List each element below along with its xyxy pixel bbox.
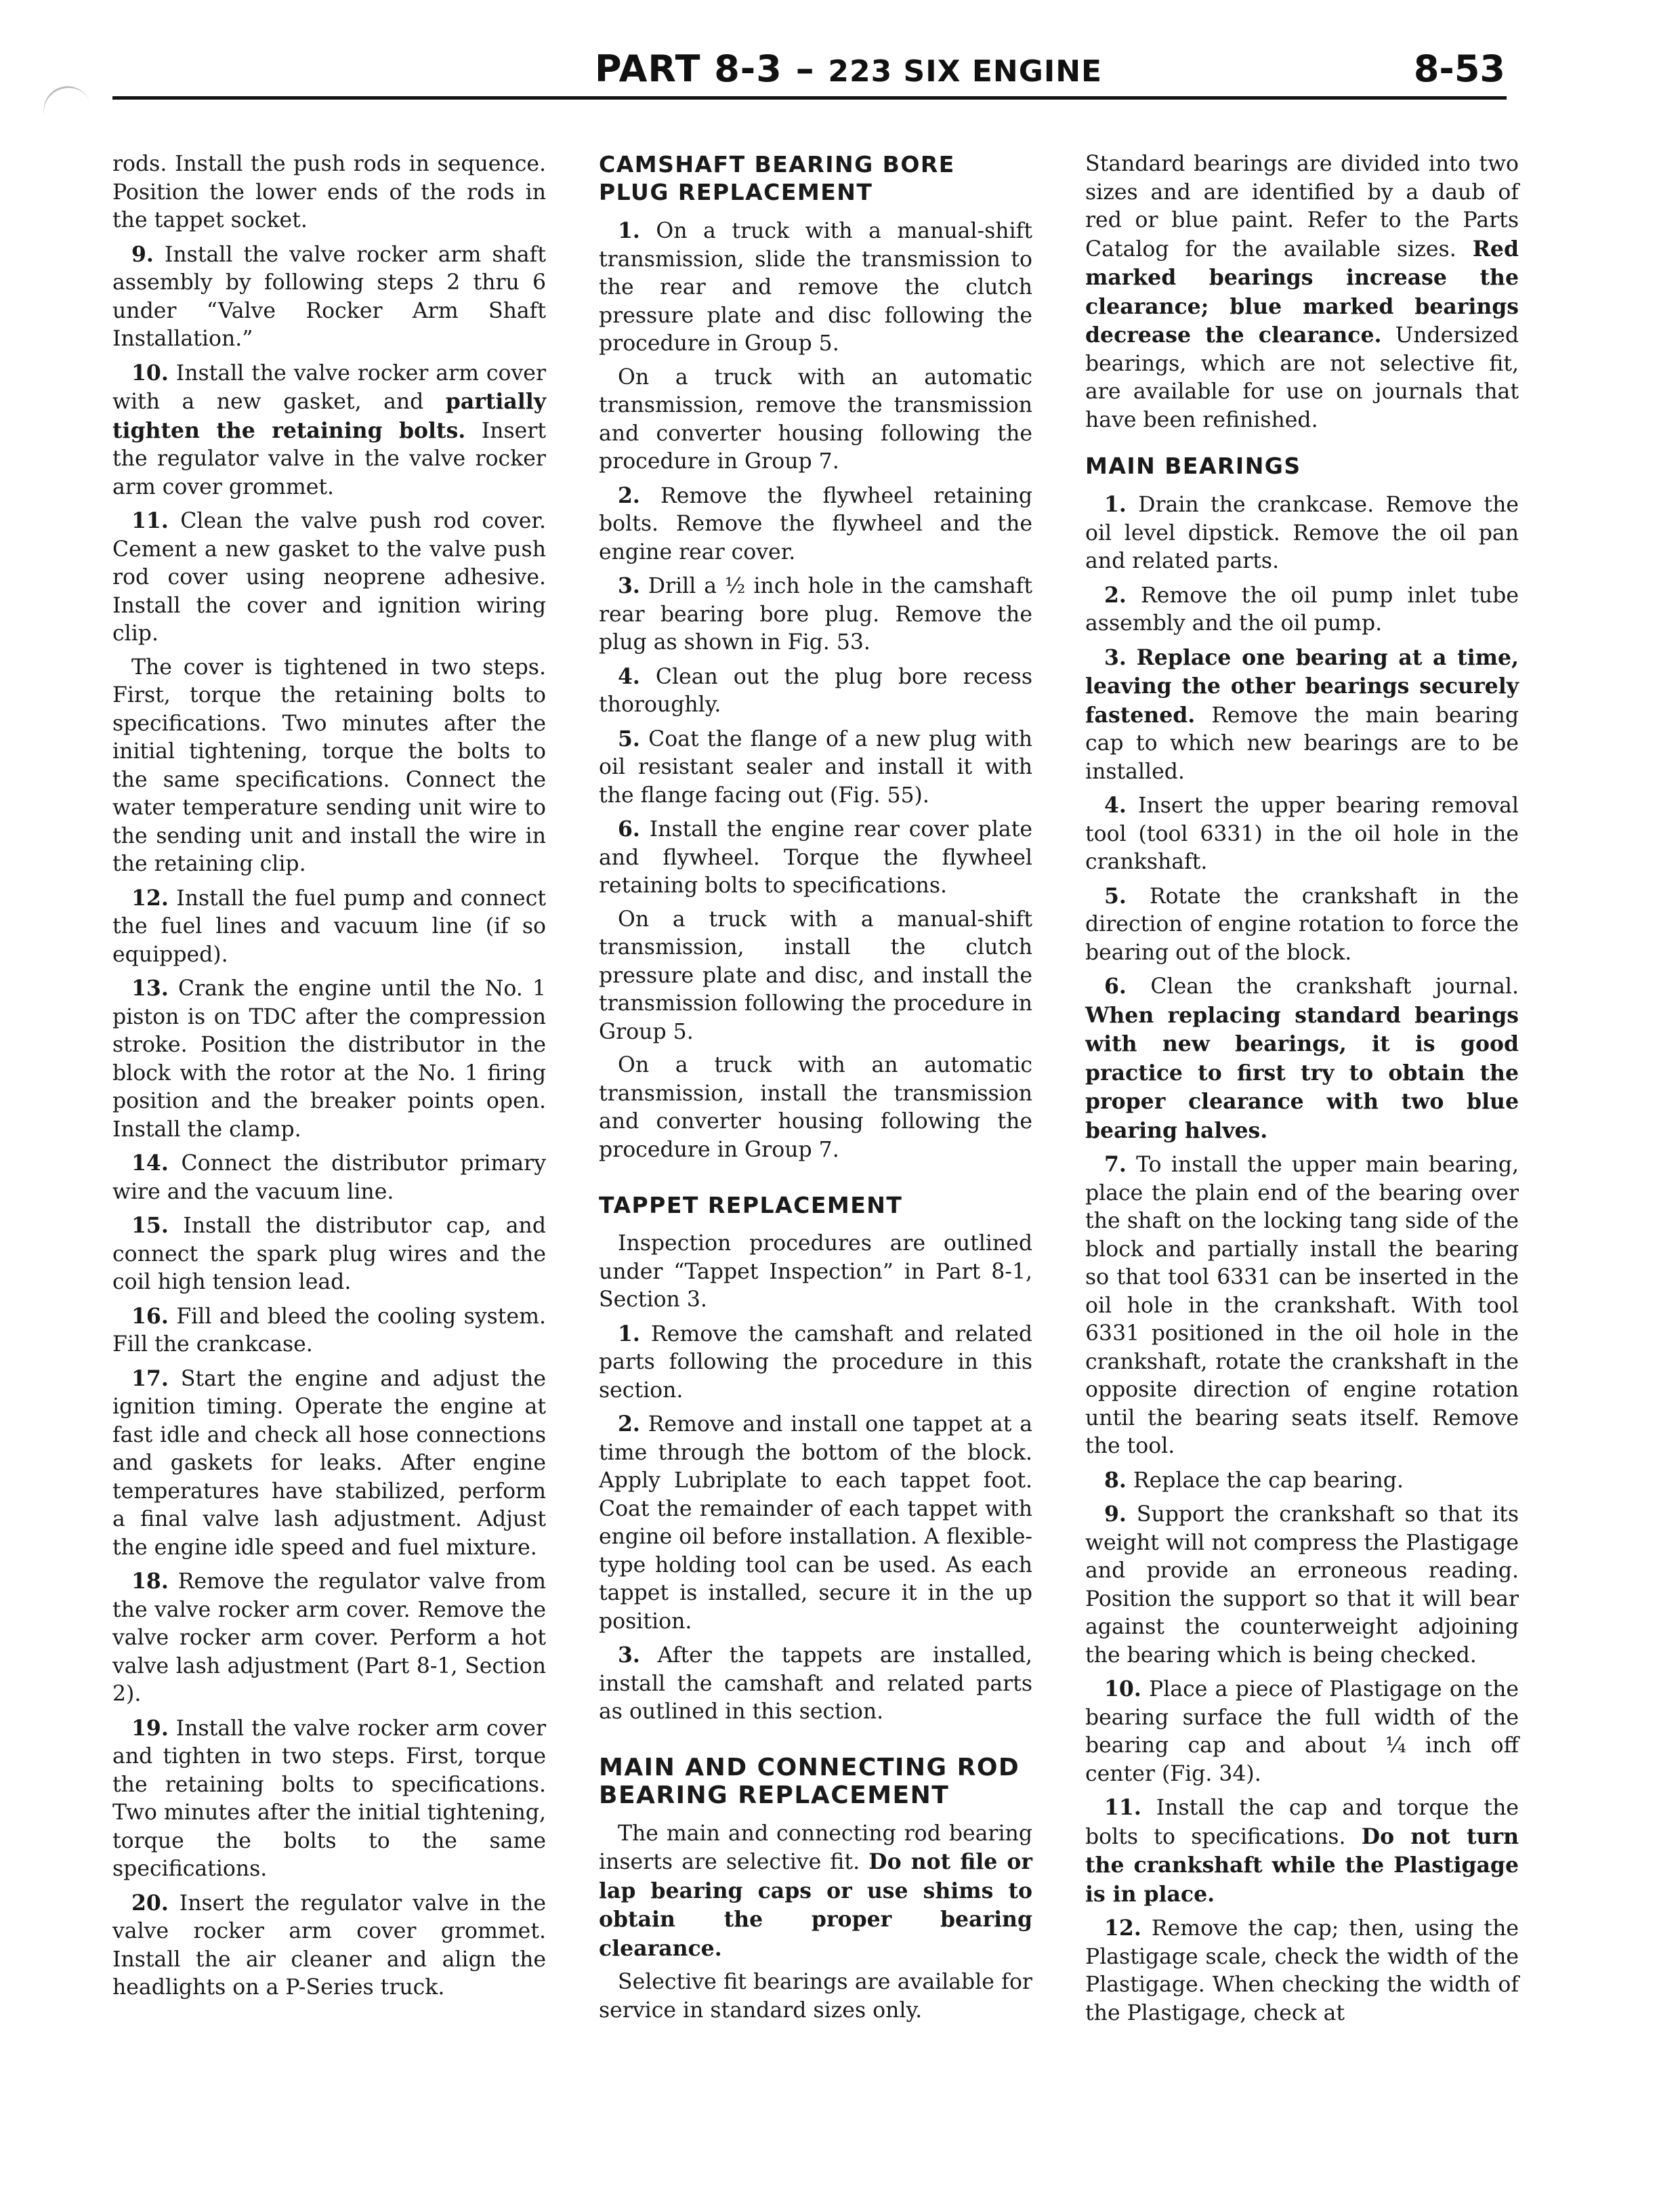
step-number: 13. bbox=[131, 976, 169, 1001]
step-text: After the tappets are installed, install the camshaft and related parts as outlined in this section. bbox=[599, 1643, 1032, 1724]
step-number: 11. bbox=[131, 508, 169, 533]
header-subtitle: 223 SIX ENGINE bbox=[828, 54, 1103, 89]
step-18 bbox=[112, 1567, 546, 1709]
left-column bbox=[112, 150, 546, 2008]
camshaft-step-4 bbox=[599, 663, 1032, 720]
step-text: Insert the regulator valve in the valve rocker arm cover grommet. Install the air cleaner and align the headlights on a P-Series truck. bbox=[112, 1891, 546, 2000]
step-number: 8. bbox=[1104, 1467, 1127, 1493]
step-text-tail: Insert the regulator valve in the valve rocker arm cover grommet. bbox=[112, 418, 546, 499]
step-number: 9. bbox=[131, 241, 154, 267]
camshaft-step-6-auto bbox=[599, 1052, 1032, 1164]
step-text-tail: Remove the main bearing cap to which new bearings are to be installed. bbox=[1085, 703, 1519, 784]
step-text: Remove and install one tappet at a time through the bottom of the block. Apply Lubriplate to each tappet foot. Coat the remainder of each tappet with engine oil before installation. A flexible-type holding tool can be used. As each tappet is installed, secure it in the up position. bbox=[599, 1412, 1032, 1634]
step-12 bbox=[112, 884, 546, 970]
main-step-10 bbox=[1085, 1675, 1519, 1788]
step-text: To install the upper main bearing, place the plain end of the bearing over the shaft on the locking tang side of the block and partially install the bearing so that tool 6331 can be inserted in the oil hole in the crankshaft. With tool 6331 positioned in the oil hole in the crankshaft, rotate the crankshaft in the opposite direction of engine rotation until the bearing seats itself. Remove the tool. bbox=[1085, 1153, 1519, 1458]
step-number: 10. bbox=[1104, 1676, 1141, 1701]
header-rule bbox=[112, 96, 1507, 100]
step-text: Clean out the plug bore recess thoroughly. bbox=[599, 664, 1032, 717]
step-text: Insert the upper bearing removal tool (tool 6331) in the oil hole in the crankshaft. bbox=[1085, 793, 1519, 874]
main-step-5 bbox=[1085, 882, 1519, 968]
step-text: Crank the engine until the No. 1 piston is on TDC after the compression stroke. Position the distributor in the block with the rotor at the No. 1 firing position and the breaker points open. Install the clamp. bbox=[112, 976, 546, 1142]
part-label: PART 8-3 bbox=[595, 47, 782, 90]
step-text: Install the engine rear cover plate and flywheel. Torque the flywheel retaining bolts to specifications. bbox=[599, 817, 1032, 898]
step-text: Clean the crankshaft journal. bbox=[1126, 974, 1519, 999]
step-number: 12. bbox=[1104, 1916, 1141, 1941]
step-text: On a truck with a manual-shift transmission, install the clutch pressure plate and disc, and install the transmission following the procedure in Group 5. bbox=[599, 907, 1032, 1044]
step-emphasis: Replace one bearing at a time, leaving the other bearings securely fastened. bbox=[1085, 644, 1519, 728]
tappet-step-3 bbox=[599, 1641, 1032, 1727]
step-text: On a truck with an automatic transmission, install the transmission and converter housing following the procedure in Group 7. bbox=[599, 1053, 1032, 1162]
main-rod-bearing-heading: MAIN AND CONNECTING ROD BEARING REPLACEMENT bbox=[599, 1753, 1020, 1809]
step-emphasis: partially tighten the retaining bolts. bbox=[112, 389, 546, 443]
step-16 bbox=[112, 1302, 546, 1359]
step-17 bbox=[112, 1365, 546, 1563]
step-text: Install the fuel pump and connect the fuel lines and vacuum line (if so equipped). bbox=[112, 886, 546, 967]
step-text: Remove the regulator valve from the valve rocker arm cover. Remove the valve rocker arm cover. Perform a hot valve lash adjustment (Part 8-1, Section 2). bbox=[112, 1569, 546, 1706]
continuation-emphasis: Red marked bearings increase the clearance; blue marked bearings decrease the clearance. bbox=[1085, 236, 1519, 348]
camshaft-step-1 bbox=[599, 217, 1032, 358]
step-20 bbox=[112, 1889, 546, 2002]
step-text: Install the valve rocker arm cover and tighten in two steps. First, torque the retaining bolts to specifications. Two minutes after the initial tightening, torque the bolts to the same specifications. bbox=[112, 1716, 546, 1881]
step-13 bbox=[112, 974, 546, 1144]
step-number: 3. bbox=[618, 1643, 640, 1668]
step-number: 3. bbox=[1104, 644, 1127, 670]
left-continuation: rods. Install the push rods in sequence. Position the lower ends of the rods in the tappet socket. bbox=[112, 152, 546, 232]
page-header-title bbox=[595, 47, 1102, 90]
step-text: Rotate the crankshaft in the direction of engine rotation to force the bearing out of the block. bbox=[1085, 884, 1519, 965]
step-text: Install the distributor cap, and connect the spark plug wires and the coil high tension lead. bbox=[112, 1214, 546, 1294]
step-text: Clean the valve push rod cover. Cement a new gasket to the valve push rod cover using neoprene adhesive. Install the cover and ignition wiring clip. bbox=[112, 509, 546, 646]
step-text: Install the cap and torque the bolts to specifications. bbox=[1085, 1796, 1519, 1849]
step-number: 1. bbox=[1104, 492, 1127, 517]
camshaft-step-1-auto bbox=[599, 364, 1032, 476]
step-text: Drill a ½ inch hole in the camshaft rear bearing bore plug. Remove the plug as shown in Fig. 53. bbox=[599, 574, 1032, 655]
step-text: Start the engine and adjust the ignition timing. Operate the engine at fast idle and check all hose connections and gaskets for leaks. After engine temperatures have stabilized, perform a final valve lash adjustment. Adjust the engine idle speed and fuel mixture. bbox=[112, 1366, 546, 1560]
main-step-3 bbox=[1085, 644, 1519, 787]
intro-text: The main and connecting rod bearing inserts are selective fit. bbox=[599, 1821, 1032, 1874]
camshaft-step-5 bbox=[599, 725, 1032, 810]
step-text: Remove the camshaft and related parts following the procedure in this section. bbox=[599, 1321, 1032, 1403]
step-text: Remove the flywheel retaining bolts. Remove the flywheel and the engine rear cover. bbox=[599, 483, 1032, 564]
step-number: 2. bbox=[1104, 582, 1127, 608]
camshaft-step-3 bbox=[599, 572, 1032, 657]
main-step-1 bbox=[1085, 491, 1519, 576]
main-step-12 bbox=[1085, 1914, 1519, 2027]
tappet-step-1 bbox=[599, 1320, 1032, 1405]
step-number: 12. bbox=[131, 885, 169, 911]
step-text: Place a piece of Plastigage on the bearing surface the full width of the bearing cap and about ¼ inch off center (Fig. 34). bbox=[1085, 1677, 1519, 1786]
step-emphasis: Do not turn the crankshaft while the Plastigage is in place. bbox=[1085, 1823, 1519, 1907]
step-number: 20. bbox=[131, 1890, 169, 1916]
camshaft-step-6 bbox=[599, 815, 1032, 901]
header-separator: – bbox=[782, 47, 828, 90]
step-text: On a truck with an automatic transmission, remove the transmission and converter housing following the procedure in Group 7. bbox=[599, 365, 1032, 474]
main-step-7 bbox=[1085, 1151, 1519, 1461]
step-number: 17. bbox=[131, 1365, 169, 1391]
camshaft-step-2 bbox=[599, 482, 1032, 567]
step-text: Inspection procedures are outlined under “Tappet Inspection” in Part 8-1, Section 3. bbox=[599, 1231, 1032, 1312]
step-number: 18. bbox=[131, 1569, 169, 1594]
step-number: 16. bbox=[131, 1303, 169, 1329]
main-bearings-heading: MAIN BEARINGS bbox=[1085, 453, 1301, 479]
main-step-2 bbox=[1085, 581, 1519, 638]
step-number: 2. bbox=[618, 1411, 640, 1437]
step-text: Remove the cap; then, using the Plastigage scale, check the width of the Plastigage. When checking the width of the Plastigage, check at bbox=[1085, 1916, 1519, 2025]
main-rod-intro bbox=[599, 1820, 1032, 1964]
step-number: 4. bbox=[1104, 793, 1127, 818]
step-number: 6. bbox=[1104, 974, 1127, 999]
step-number: 1. bbox=[618, 1321, 640, 1346]
step-text: Coat the flange of a new plug with oil resistant sealer and install it with the flange facing out (Fig. 55). bbox=[599, 726, 1032, 808]
step-text bbox=[1127, 646, 1137, 670]
camshaft-step-6-manual bbox=[599, 906, 1032, 1047]
step-number: 10. bbox=[131, 360, 169, 386]
tappet-section-heading: TAPPET REPLACEMENT bbox=[599, 1192, 903, 1218]
step-text: Install the valve rocker arm cover with a new gasket, and bbox=[112, 360, 546, 414]
step-emphasis: When replacing standard bearings with new bearings, it is good practice to first try to obtain the proper clearance with two blue bearing halves. bbox=[1085, 1002, 1519, 1143]
step-10 bbox=[112, 359, 546, 502]
step-14 bbox=[112, 1149, 546, 1206]
right-column bbox=[1085, 150, 1519, 2033]
step-number: 2. bbox=[618, 482, 640, 508]
step-number: 11. bbox=[1104, 1795, 1141, 1820]
step-19 bbox=[112, 1714, 546, 1884]
step-number: 9. bbox=[1104, 1502, 1127, 1527]
middle-column bbox=[599, 150, 1032, 2030]
page-number: 8-53 bbox=[1413, 47, 1505, 90]
step-15 bbox=[112, 1212, 546, 1297]
main-step-4 bbox=[1085, 791, 1519, 877]
step-number: 15. bbox=[131, 1213, 169, 1238]
right-continuation bbox=[1085, 150, 1519, 434]
step-text: Fill and bleed the cooling system. Fill the crankcase. bbox=[112, 1304, 546, 1357]
step-text: Remove the oil pump inlet tube assembly and the oil pump. bbox=[1085, 583, 1519, 636]
main-step-6 bbox=[1085, 972, 1519, 1145]
step-number: 5. bbox=[618, 726, 640, 751]
tappet-intro bbox=[599, 1230, 1032, 1315]
step-number: 6. bbox=[618, 817, 640, 842]
tappet-step-2 bbox=[599, 1410, 1032, 1636]
step-number: 1. bbox=[618, 218, 640, 243]
step-11-note bbox=[112, 654, 546, 879]
step-text: The cover is tightened in two steps. First, torque the retaining bolts to specifications. Two minutes after the initial tightening, torque the bolts to the same specifications. Connect the water temperature sending unit wire to the sending unit and install the wire in the retaining clip. bbox=[112, 655, 546, 876]
step-number: 19. bbox=[131, 1715, 169, 1741]
step-number: 7. bbox=[1104, 1152, 1127, 1177]
intro-emphasis: Do not file or lap bearing caps or use shims to obtain the proper bearing clearance. bbox=[599, 1849, 1032, 1961]
step-text: On a truck with a manual-shift transmission, slide the transmission to the rear and remove the clutch pressure plate and disc following the procedure in Group 5. bbox=[599, 219, 1032, 356]
step-text: Replace the cap bearing. bbox=[1126, 1468, 1404, 1493]
step-number: 3. bbox=[618, 573, 640, 598]
step-number: 4. bbox=[618, 663, 640, 689]
step-text: Support the crankshaft so that its weight will not compress the Plastigage and provide an erroneous reading. Position the support so that it will bear against the counterweight adjoining the bearing which is being checked. bbox=[1085, 1502, 1519, 1668]
step-11 bbox=[112, 507, 546, 648]
continuation-text: Standard bearings are divided into two sizes and are identified by a daub of red or blue paint. Refer to the Parts Catalog for the available sizes. bbox=[1085, 152, 1519, 262]
step-text: Connect the distributor primary wire and the vacuum line. bbox=[112, 1151, 546, 1204]
camshaft-section-heading: CAMSHAFT BEARING BORE PLUG REPLACEMENT bbox=[599, 151, 955, 205]
main-step-9 bbox=[1085, 1500, 1519, 1670]
step-text: Install the valve rocker arm shaft assembly by following steps 2 thru 6 under “Valve Rocker Arm Shaft Installation.” bbox=[112, 242, 546, 351]
selective-fit-note: Selective fit bearings are available for service in standard sizes only. bbox=[599, 1970, 1032, 2023]
step-number: 5. bbox=[1104, 883, 1127, 909]
step-text: Drain the crankcase. Remove the oil level dipstick. Remove the oil pan and related parts. bbox=[1085, 493, 1519, 573]
page-corner-mark bbox=[37, 79, 91, 123]
continuation-tail: Undersized bearings, which are not selective fit, are available for use on journals that have been refinished. bbox=[1085, 323, 1519, 432]
step-number: 14. bbox=[131, 1151, 169, 1176]
main-step-8 bbox=[1085, 1466, 1519, 1495]
main-step-11 bbox=[1085, 1794, 1519, 1909]
step-9 bbox=[112, 241, 546, 354]
